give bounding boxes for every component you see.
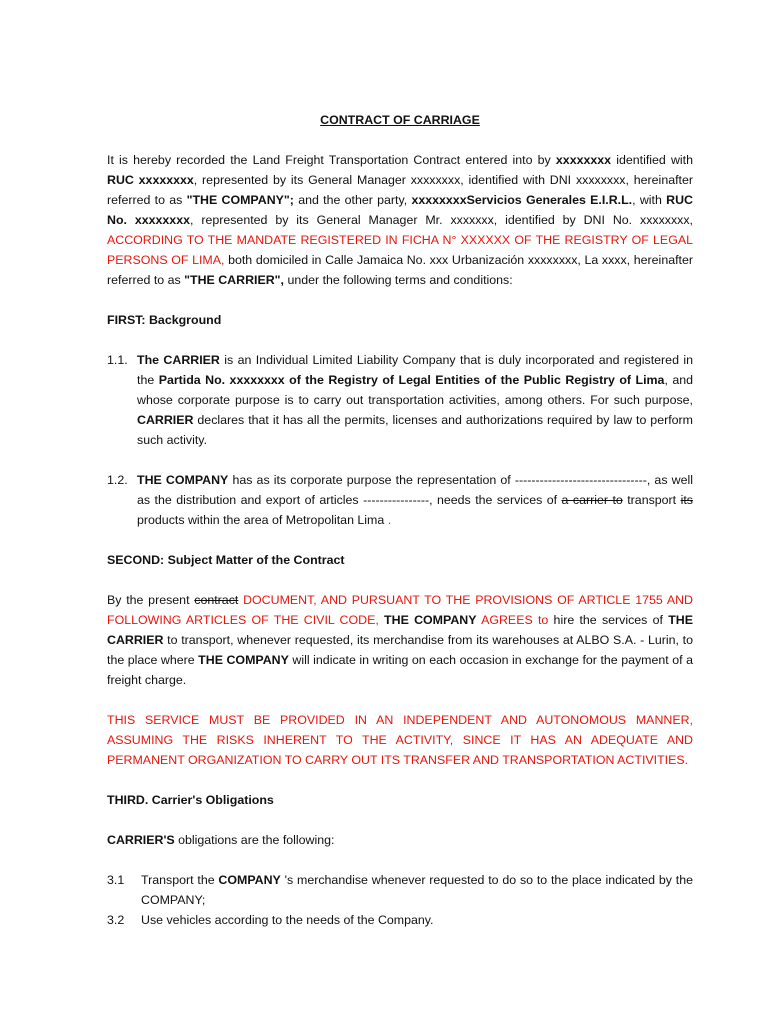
company-name: xxxxxxxx	[555, 153, 612, 167]
company-alias: "THE COMPANY";	[186, 193, 294, 207]
clause-segment: is an Individual Limited Liability Company that is duly incorporated and registered in the	[137, 353, 693, 387]
bold-term: CARRIER'S	[107, 833, 175, 847]
clause-text	[141, 870, 693, 910]
bold-term: THE CARRIER	[107, 613, 694, 647]
carrier-alias: "THE CARRIER",	[184, 273, 285, 287]
clause-number: 1.2.	[107, 473, 128, 487]
bold-term: THE COMPANY	[378, 613, 477, 627]
clause-number: 3.2	[107, 913, 125, 927]
section-heading-second: SECOND: Subject Matter of the Contract	[107, 553, 345, 567]
intro-text: under the following terms and conditions:	[284, 273, 513, 287]
clause-segment: transport	[622, 493, 681, 507]
intro-text: , represented by its General Manager xxxxxxxx, identified with DNI xxxxxxxx, hereinafter referred to as	[107, 173, 693, 207]
bold-term: Partida No. xxxxxxxx of the Registry of Legal Entities of the Public Registry of Lima	[158, 373, 665, 387]
clause-text	[137, 350, 693, 450]
inserted-text: DOCUMENT, AND PURSUANT TO THE PROVISIONS OF ARTICLE 1755 AND FOLLOWING ARTICLES OF THE CIVIL CODE,	[107, 593, 693, 627]
second-paragraph-2: THIS SERVICE MUST BE PROVIDED IN AN INDEPENDENT AND AUTONOMOUS MANNER, ASSUMING THE RISKS INHERENT TO THE ACTIVITY, SINCE IT HAS AN ADEQUATE AND PERMANENT ORGANIZATION TO CARRY OUT ITS TRANSFER AND TRANSPORTATION ACTIVITIES.	[107, 713, 693, 767]
clause-segment: to transport, whenever requested, its merchandise from its warehouses at ALBO S.A. - Lurin, to the place where	[107, 633, 693, 667]
clause-segment: will indicate in writing on each occasion in exchange for the payment of a freight charge.	[107, 653, 693, 687]
inserted-text: AGREES to	[476, 613, 549, 627]
section-heading-third: THIRD. Carrier's Obligations	[107, 793, 274, 807]
intro-text: , represented by its General Manager Mr. xxxxxxx, identified by DNI No. xxxxxxxx,	[189, 213, 694, 227]
clause-segment: declares that it has all the permits, licenses and authorizations required by law to perform such activity.	[137, 413, 693, 447]
clause-1-1	[107, 350, 693, 450]
clause-number: 1.1.	[107, 353, 128, 367]
clause-segment: , and whose corporate purpose is to carry out transportation activities, among others. For such purpose,	[137, 373, 694, 407]
third-intro	[107, 830, 693, 850]
section-heading-first: FIRST: Background	[107, 313, 222, 327]
bold-term: COMPANY	[218, 873, 281, 887]
clause-text: Use vehicles according to the needs of the Company.	[141, 913, 434, 927]
intro-text: both domiciled in Calle Jamaica No. xxx Urbanización xxxxxxxx, La xxxx, hereinafter referred to as	[107, 253, 693, 287]
bold-term: The CARRIER	[137, 353, 220, 367]
company-ruc: RUC xxxxxxxx	[107, 173, 194, 187]
clause-3-1	[107, 870, 693, 910]
bold-term: CARRIER	[137, 413, 194, 427]
clause-segment: products within the area of Metropolitan Lima	[137, 513, 388, 527]
bold-term: THE COMPANY	[198, 653, 289, 667]
intro-text: identified with	[611, 153, 693, 167]
document-title: CONTRACT OF CARRIAGE	[320, 113, 480, 127]
intro-text: It is hereby recorded the Land Freight Transportation Contract entered into by	[107, 153, 556, 167]
clause-text	[137, 470, 693, 530]
intro-text: and the other party,	[293, 193, 412, 207]
clause-3-2	[107, 910, 693, 930]
clause-segment: obligations are the following:	[174, 833, 335, 847]
bold-term: THE COMPANY	[137, 473, 229, 487]
inserted-text: .	[387, 513, 392, 527]
clause-number: 3.1	[107, 873, 125, 887]
clause-segment: hire the services of	[548, 613, 669, 627]
clause-1-2	[107, 470, 693, 530]
clause-segment: Transport the	[141, 873, 219, 887]
struck-text: contract	[194, 593, 239, 607]
struck-text: a carrier to	[561, 493, 623, 507]
mandate-text: ACCORDING TO THE MANDATE REGISTERED IN FICHA N° XXXXXX OF THE REGISTRY OF LEGAL PERSONS OF LIMA,	[107, 233, 693, 267]
struck-text: its	[680, 493, 693, 507]
clause-segment: has as its corporate purpose the representation of --------------------------------, as well as the distribution and export of articles ----------------, needs the services of	[137, 473, 693, 507]
clause-segment: By the present	[107, 593, 195, 607]
intro-paragraph	[107, 150, 693, 290]
carrier-ruc: RUC No. xxxxxxxx	[107, 193, 693, 227]
intro-text: , with	[632, 193, 667, 207]
carrier-name: xxxxxxxxServicios Generales E.I.R.L.	[411, 193, 633, 207]
clause-segment: 's merchandise whenever requested to do so to the place indicated by the COMPANY;	[141, 873, 693, 907]
second-paragraph-1	[107, 590, 693, 690]
